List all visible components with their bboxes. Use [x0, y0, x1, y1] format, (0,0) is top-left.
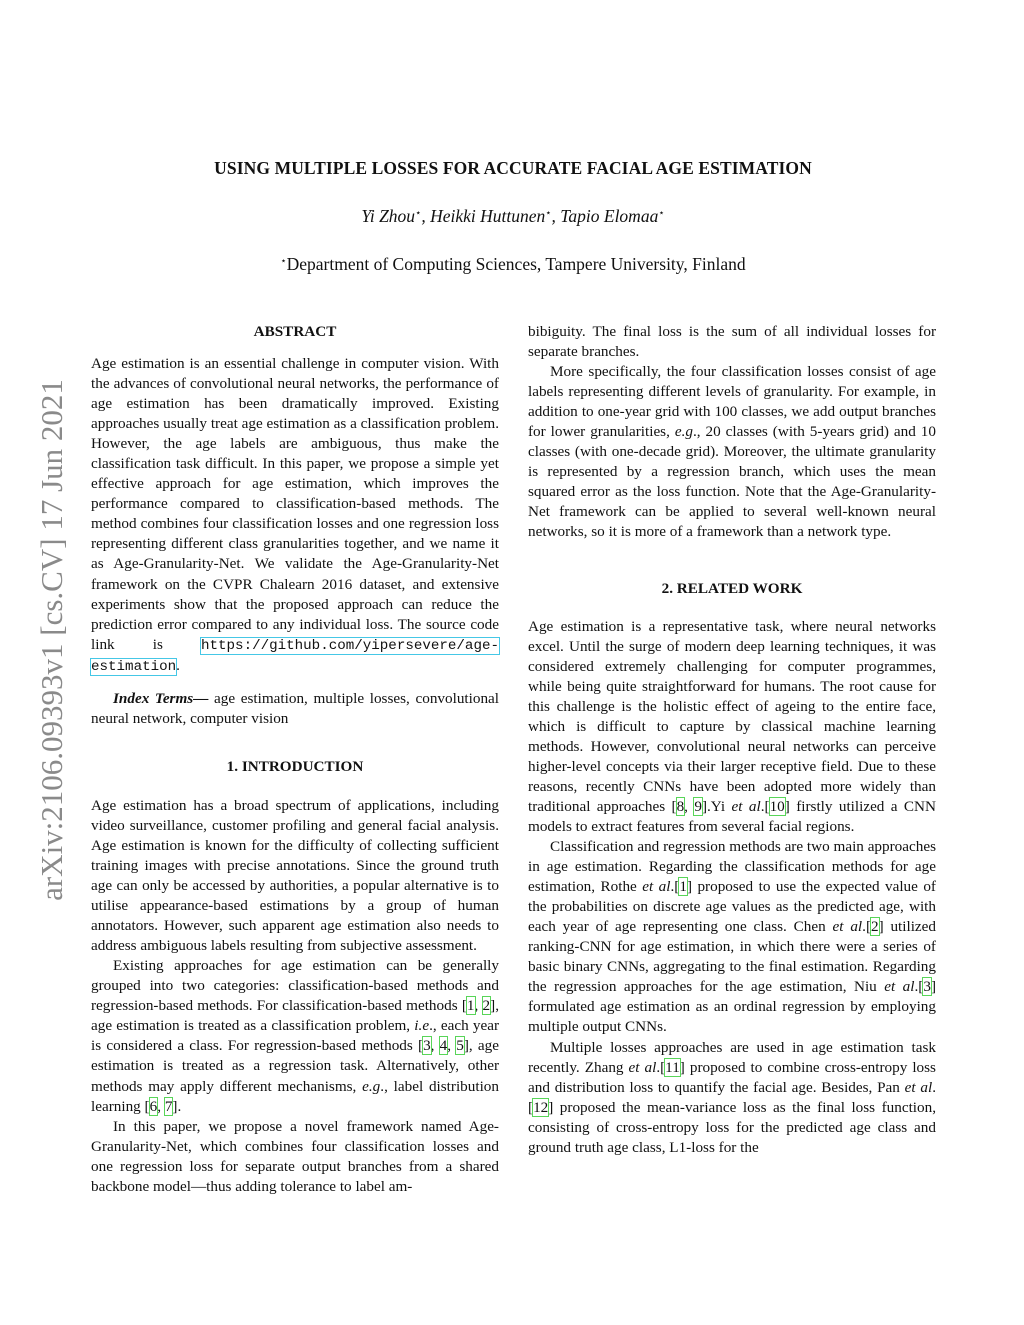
abstract-body: Age estimation is an essential challenge in computer vision. With the advances of convolutional neural networks, the performance of age estimation has been dramatically improved. Existing approaches usually treat age estimation as a classification problem. However, the age labels are ambiguous, thus make the classification task difficult. In this paper, we propose a simple yet effective approach for age estimation, which improves the performance compared to classification-based methods. The method combines four classification losses and one regression loss representing different class granularities together, and we name it as Age-Granularity-Net. We validate the Age-Granularity-Net framework on the CVPR Chalearn 2016 dataset, and extensive experiments show that the proposed approach can reduce the prediction error compared to any individual loss. The source code link is — [91, 355, 499, 653]
related-paragraph: Multiple losses approaches are used in age estimation task recently. Zhang et al.[11] proposed to combine cross-entropy loss and distribution loss to quantify the facial age. Besides, Pan et al.[12] proposed the mean-variance loss as the final loss function, consisting of cross-entropy loss for the predicted age class and ground truth age class, L1-loss for the — [528, 1038, 936, 1156]
affiliation-mark: ⋆ — [280, 256, 287, 267]
related-paragraph: Age estimation is a representative task, where neural networks excel. Until the surge of modern deep learning techniques, it was considered extremely challenging for computer programmes, while being quite straightforward for humans. The root cause for this challenge is the holistic effect of ageing to the entire face, which is difficult to capture by classical machine learning methods. However, convolutional neural networks can perceive higher-level concepts via their larger receptive field. Due to these reasons, recently CNNs have been adopted more widely than traditional approaches [8, 9].Yi et al.[10] firstly utilized a CNN models to extract features from several facial regions. — [528, 617, 936, 835]
citation-link[interactable]: 1 — [466, 997, 475, 1015]
left-column — [91, 322, 499, 1197]
citation-link[interactable]: 10 — [769, 797, 785, 815]
index-terms-text: age estimation, multiple losses, convolutional neural network, computer vision — [91, 689, 499, 727]
citation-link[interactable]: 2 — [871, 918, 879, 936]
index-terms — [91, 689, 499, 729]
author-name: Tapio Elomaa — [560, 206, 659, 226]
citation-link[interactable]: 6 — [149, 1097, 158, 1115]
affiliation-mark: ⋆ — [415, 208, 422, 219]
citation-link[interactable]: 5 — [456, 1037, 464, 1055]
intro-paragraph: In this paper, we propose a novel framework named Age-Granularity-Net, which combines four classification losses and one regression loss for separate output branches from a shared backbone model—thus adding tolerance to label am- — [91, 1117, 499, 1195]
intro-paragraph-continuation: bibiguity. The final loss is the sum of all individual losses for separate branches. — [528, 323, 936, 361]
citation-link[interactable]: 3 — [423, 1037, 431, 1055]
intro-paragraph: Existing approaches for age estimation can be generally grouped into two categories: classification-based methods and regression-based methods. For classification-based methods [1, 2], age estimation is treated as a classification problem, i.e., each year is considered a class. For regression-based methods [3, 4, 5], age estimation is treated as a regression task. Alternatively, other methods may apply different mechanisms, e.g., label distribution learning [6, 7]. — [91, 957, 499, 1115]
intro-paragraph: Age estimation has a broad spectrum of applications, including video surveillance, customer profiling and general facial analysis. Age estimation is known for the difficulty of collecting sufficient training images with precise annotations. Since the ground truth age can only be accessed by authorities, a popular alternative is to utilise appearance-based estimations by a group of human annotators. However, such apparent age estimation also needs to address ambiguous labels resulting from subjective assessment. — [91, 796, 499, 955]
citation-link[interactable]: 1 — [679, 878, 687, 896]
affiliation-mark: ⋆ — [545, 208, 552, 219]
related-paragraph: Classification and regression methods are two main approaches in age estimation. Regarding the classification methods for age estimation, Rothe et al.[1] proposed to use the expected value of the probabilities on discrete age values as the predicted age, with each year of age representing one class. Chen et al.[2] utilized ranking-CNN for age estimation, in which there were a series of basic binary CNNs, aggregating to the final estimation. Regarding the regression approaches for the age estimation, Niu et al.[3] formulated age estimation as an ordinal regression by employing multiple output CNNs. — [528, 838, 937, 1036]
author-list: Yi Zhou⋆, Heikki Huttunen⋆, Tapio Elomaa⋆ — [361, 206, 665, 226]
introduction-heading: 1. INTRODUCTION — [226, 757, 364, 775]
citation-link[interactable]: 4 — [439, 1037, 448, 1055]
citation-link[interactable]: 9 — [694, 797, 702, 815]
intro-paragraph: More specifically, the four classification losses consist of age labels representing different levels of granularity. For example, in addition to one-year grid with 100 classes, we add output branches for lower granularities, e.g., 20 classes (with 5-years grid) and 10 classes (with one-decade grid). Moreover, the ultimate granularity is represented by a regression branch, which uses the mean squared error as the loss function. Note that the Age-Granularity-Net framework can be applied to several well-known neural networks, so it is more of a framework than a network type. — [528, 363, 936, 541]
affiliation-text: Department of Computing Sciences, Tampere University, Finland — [286, 254, 746, 274]
author-name: Heikki Huttunen — [430, 206, 546, 226]
arxiv-identifier[interactable]: arXiv:2106.09393v1 [cs.CV] 17 Jun 2021 — [34, 379, 69, 901]
affiliation-mark: ⋆ — [658, 208, 665, 219]
affiliation — [90, 254, 936, 275]
citation-link[interactable]: 8 — [676, 797, 685, 815]
citation-link[interactable]: 7 — [164, 1097, 173, 1115]
related-work-heading: 2. RELATED WORK — [661, 579, 803, 597]
right-column-content — [528, 322, 936, 1158]
paper-title: USING MULTIPLE LOSSES FOR ACCURATE FACIAL AGE ESTIMATION — [214, 158, 812, 178]
citation-link[interactable]: 3 — [923, 978, 931, 996]
citation-link[interactable]: 12 — [533, 1098, 549, 1116]
citation-link[interactable]: 2 — [482, 997, 491, 1015]
source-code-link[interactable]: https://github.com/yipersevere/age-estimation — [91, 637, 499, 675]
citation-link[interactable]: 11 — [665, 1058, 680, 1076]
index-terms-label: Index Terms— — [113, 689, 209, 707]
abstract-heading: ABSTRACT — [253, 323, 337, 340]
abstract-text: Age estimation is an essential challenge in computer vision. With the advances of convolutional neural networks, the performance of age estimation has been dramatically improved. Existing approaches usually treat age estimation as a classification problem. However, the age labels are ambiguous, thus make the classification task difficult. In this paper, we propose a simple yet effective approach for age estimation, which improves the performance compared to classification-based methods. The method combines four classification losses and one regression loss representing different class granularities together, and we name it as Age-Granularity-Net. We validate the Age-Granularity-Net framework on the CVPR Chalearn 2016 dataset, and extensive experiments show that the proposed approach can reduce the prediction error compared to any individual loss. The source code link is https://github.com/yipersevere/age-estimation. — [91, 355, 499, 675]
author-name: Yi Zhou — [361, 206, 416, 226]
